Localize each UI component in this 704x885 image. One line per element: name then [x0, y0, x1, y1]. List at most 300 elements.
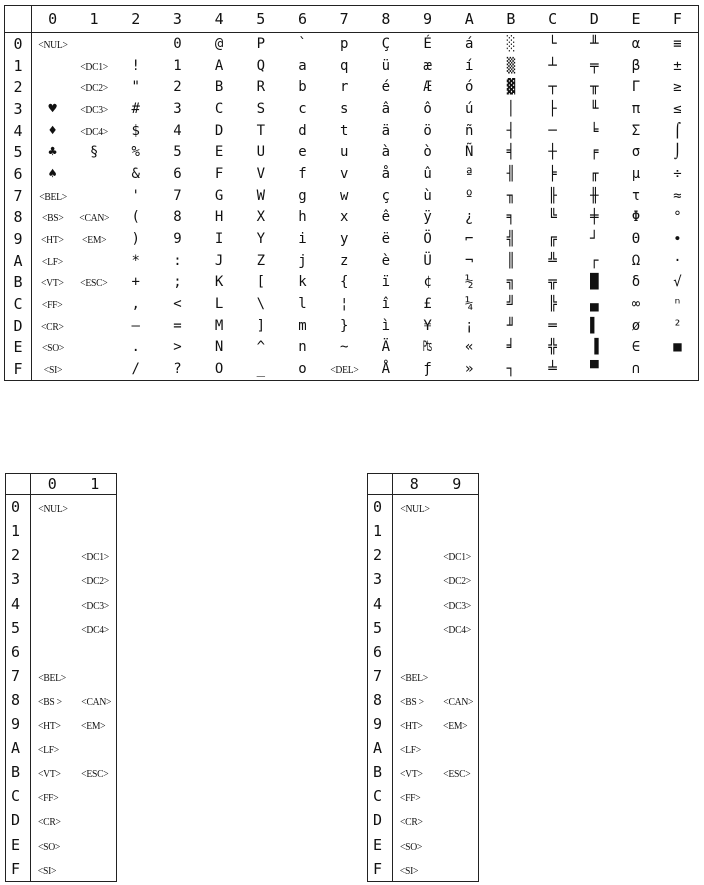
code-cell — [198, 141, 240, 163]
character-glyph: <DC1> — [80, 61, 108, 73]
character-glyph: ` — [298, 35, 307, 52]
code-cell — [115, 76, 157, 98]
character-glyph: J — [214, 252, 224, 269]
table-row — [6, 784, 117, 808]
character-glyph: z — [339, 252, 349, 269]
code-cell — [490, 228, 532, 250]
table-row — [5, 293, 699, 315]
character-glyph: Ç — [381, 35, 391, 52]
character-glyph: " — [131, 79, 140, 96]
table-body — [5, 33, 699, 381]
character-glyph: ┘ — [590, 231, 599, 248]
character-glyph: h — [298, 209, 307, 226]
character-glyph: · — [673, 252, 682, 269]
character-glyph: ╧ — [548, 361, 557, 378]
character-glyph: û — [423, 165, 432, 182]
code-cell — [31, 567, 74, 591]
code-cell — [490, 250, 532, 272]
character-glyph: 7 — [173, 187, 182, 204]
character-glyph: , — [131, 296, 140, 313]
character-glyph: í — [465, 57, 474, 74]
table-row — [5, 33, 699, 55]
table-row — [6, 808, 117, 832]
code-cell — [532, 120, 574, 142]
character-glyph: — — [131, 317, 140, 334]
code-cell — [32, 120, 74, 142]
row-header: B — [6, 760, 31, 784]
code-cell — [198, 163, 240, 185]
code-cell — [532, 358, 574, 380]
code-cell — [393, 519, 436, 543]
table-row — [368, 712, 479, 736]
character-glyph: <BS> — [41, 213, 64, 225]
code-cell — [436, 616, 479, 640]
character-glyph: 0 — [173, 35, 182, 52]
code-cell — [240, 141, 282, 163]
character-glyph: Ä — [381, 339, 391, 356]
character-glyph: U — [256, 144, 265, 161]
code-cell — [31, 519, 74, 543]
code-cell — [436, 640, 479, 664]
code-cell — [490, 141, 532, 163]
code-cell — [157, 293, 199, 315]
code-cell — [532, 272, 574, 294]
character-glyph: Æ — [423, 79, 432, 96]
code-cell — [240, 315, 282, 337]
row-header: 1 — [5, 55, 32, 77]
code-cell — [240, 185, 282, 207]
row-header: E — [5, 337, 32, 359]
character-glyph: c — [298, 100, 307, 117]
code-cell — [657, 33, 699, 55]
character-glyph: = — [173, 317, 182, 334]
code-cell — [74, 664, 117, 688]
character-glyph: p — [339, 35, 349, 52]
row-header: C — [368, 784, 393, 808]
character-glyph: ▀ — [590, 361, 599, 378]
code-cell — [32, 207, 74, 229]
column-header: 5 — [240, 6, 282, 33]
character-glyph: I — [214, 231, 224, 248]
row-header: 0 — [5, 33, 32, 55]
character-glyph: Φ — [631, 209, 641, 226]
character-glyph: ⁿ — [673, 296, 682, 313]
column-header: 0 — [32, 6, 74, 33]
code-cell — [393, 712, 436, 736]
row-header: 3 — [5, 98, 32, 120]
character-glyph: <DC1> — [80, 552, 109, 564]
character-glyph: ∙ — [673, 231, 682, 248]
code-cell — [198, 76, 240, 98]
character-glyph: ┌ — [590, 252, 599, 269]
code-cell — [198, 33, 240, 55]
code-cell — [157, 228, 199, 250]
character-glyph: u — [339, 144, 349, 161]
character-glyph: a — [298, 57, 307, 74]
table-row — [368, 688, 479, 712]
code-cell — [323, 98, 365, 120]
character-glyph: / — [131, 361, 140, 378]
table-row — [368, 808, 479, 832]
character-glyph: Ñ — [465, 144, 474, 161]
code-cell — [240, 120, 282, 142]
character-glyph: f — [298, 165, 307, 182]
character-glyph: <SO> — [37, 841, 61, 853]
character-glyph: à — [381, 144, 391, 161]
character-glyph: π — [631, 100, 641, 117]
code-cell — [573, 55, 615, 77]
character-glyph: <FF> — [37, 793, 59, 805]
code-cell — [198, 315, 240, 337]
character-glyph: t — [339, 122, 349, 139]
character-glyph: ┼ — [548, 144, 557, 161]
code-cell — [365, 185, 407, 207]
code-cell — [365, 76, 407, 98]
character-glyph: ▓ — [506, 79, 516, 96]
code-cell — [32, 33, 74, 55]
code-cell — [407, 185, 449, 207]
character-glyph: 4 — [173, 122, 182, 139]
character-glyph: <VT> — [399, 769, 423, 781]
character-glyph: ú — [465, 100, 474, 117]
code-cell — [448, 337, 490, 359]
row-header: B — [368, 760, 393, 784]
code-cell — [282, 207, 324, 229]
character-glyph: ' — [131, 187, 140, 204]
code-cell — [115, 120, 157, 142]
code-cell — [73, 337, 115, 359]
character-glyph: ° — [673, 209, 682, 226]
code-cell — [532, 207, 574, 229]
character-glyph: ┴ — [548, 57, 557, 74]
code-cell — [198, 55, 240, 77]
code-cell — [573, 228, 615, 250]
character-glyph: <VT> — [41, 278, 64, 290]
code-cell — [532, 228, 574, 250]
code-cell — [31, 808, 74, 832]
character-glyph: Γ — [631, 79, 641, 96]
character-glyph: <DC4> — [80, 126, 108, 138]
table-row — [5, 228, 699, 250]
code-cell — [157, 358, 199, 380]
code-cell — [532, 185, 574, 207]
table-row — [5, 55, 699, 77]
character-glyph: [ — [256, 274, 265, 291]
code-cell — [657, 141, 699, 163]
character-glyph: ╝ — [506, 296, 516, 313]
character-glyph: <CR> — [37, 817, 61, 829]
code-cell — [532, 141, 574, 163]
code-cell — [73, 33, 115, 55]
column-header: 9 — [407, 6, 449, 33]
code-cell — [657, 76, 699, 98]
character-glyph: 2 — [173, 79, 182, 96]
character-glyph: : — [173, 252, 182, 269]
code-cell — [436, 688, 479, 712]
character-glyph: ╣ — [506, 231, 516, 248]
code-cell — [615, 250, 657, 272]
code-cell — [198, 98, 240, 120]
row-header: 9 — [5, 228, 32, 250]
code-cell — [365, 120, 407, 142]
code-cell — [490, 163, 532, 185]
character-glyph: <LF> — [42, 256, 64, 268]
character-glyph: ¦ — [339, 296, 349, 313]
code-cell — [282, 293, 324, 315]
table-row — [6, 857, 117, 882]
character-glyph: ≈ — [673, 187, 682, 204]
row-header: 3 — [6, 567, 31, 591]
code-cell — [657, 185, 699, 207]
table-row — [5, 120, 699, 142]
code-cell — [282, 250, 324, 272]
character-glyph: │ — [506, 100, 516, 117]
code-cell — [573, 207, 615, 229]
code-cell — [115, 228, 157, 250]
character-glyph: ▒ — [506, 57, 516, 74]
row-header: A — [5, 250, 32, 272]
character-glyph: á — [465, 35, 474, 52]
code-cell — [436, 591, 479, 615]
character-glyph: O — [214, 361, 224, 378]
character-glyph: ¡ — [465, 317, 474, 334]
table-row — [368, 543, 479, 567]
code-cell — [490, 337, 532, 359]
table-row — [368, 640, 479, 664]
character-glyph: ╚ — [548, 209, 557, 226]
column-header: 8 — [365, 6, 407, 33]
character-glyph: <DC3> — [442, 600, 471, 612]
character-glyph: C — [214, 100, 224, 117]
character-glyph: É — [423, 35, 432, 52]
code-cell — [532, 315, 574, 337]
character-glyph: ~ — [339, 339, 349, 356]
character-glyph: ╢ — [506, 165, 516, 182]
code-cell — [436, 736, 479, 760]
character-glyph: ] — [256, 317, 265, 334]
character-glyph: 9 — [173, 231, 182, 248]
character-glyph: ╬ — [548, 339, 557, 356]
character-glyph: { — [339, 274, 349, 291]
code-cell — [115, 55, 157, 77]
character-glyph: ² — [673, 317, 682, 334]
character-glyph: % — [131, 144, 140, 161]
row-header: 9 — [6, 712, 31, 736]
character-glyph: <LF> — [399, 745, 421, 757]
row-header: 2 — [5, 76, 32, 98]
character-glyph: ╛ — [506, 339, 516, 356]
character-glyph: ½ — [465, 274, 474, 291]
table-row — [5, 141, 699, 163]
corner-cell — [6, 474, 31, 495]
code-cell — [490, 358, 532, 380]
character-glyph: Ω — [631, 252, 641, 269]
table-row — [6, 640, 117, 664]
code-cell — [74, 857, 117, 882]
character-glyph: ╤ — [590, 57, 599, 74]
character-glyph: ≡ — [673, 35, 682, 52]
code-cell — [74, 760, 117, 784]
code-cell — [115, 293, 157, 315]
character-glyph: j — [298, 252, 307, 269]
character-glyph: ∞ — [631, 296, 641, 313]
character-glyph: ╟ — [548, 187, 557, 204]
character-glyph: ║ — [506, 252, 516, 269]
code-cell — [31, 712, 74, 736]
code-cell — [32, 293, 74, 315]
character-glyph: ╖ — [506, 187, 516, 204]
code-cell — [157, 33, 199, 55]
character-glyph: d — [298, 122, 307, 139]
character-glyph: <HT> — [399, 721, 423, 733]
character-glyph: 8 — [173, 209, 182, 226]
code-cell — [31, 543, 74, 567]
row-header: 2 — [6, 543, 31, 567]
character-glyph: α — [631, 35, 641, 52]
code-cell — [657, 98, 699, 120]
code-cell — [157, 207, 199, 229]
character-glyph: <FF> — [399, 793, 421, 805]
code-cell — [448, 272, 490, 294]
code-cell — [157, 315, 199, 337]
code-cell — [115, 272, 157, 294]
character-glyph: ö — [423, 122, 432, 139]
character-glyph: & — [131, 165, 140, 182]
row-header: 8 — [368, 688, 393, 712]
code-cell — [407, 293, 449, 315]
code-cell — [615, 98, 657, 120]
code-cell — [615, 272, 657, 294]
row-header: 6 — [6, 640, 31, 664]
row-header: 2 — [368, 543, 393, 567]
code-cell — [407, 207, 449, 229]
code-cell — [74, 808, 117, 832]
code-cell — [657, 120, 699, 142]
code-cell — [615, 207, 657, 229]
code-cell — [73, 141, 115, 163]
character-glyph: <CAN> — [79, 213, 109, 225]
character-glyph: <BEL> — [38, 672, 66, 684]
character-glyph: ╨ — [590, 35, 599, 52]
code-cell — [31, 784, 74, 808]
code-cell — [407, 337, 449, 359]
character-glyph: m — [298, 317, 307, 334]
table-row — [5, 76, 699, 98]
code-cell — [448, 250, 490, 272]
code-cell — [74, 591, 117, 615]
character-glyph: ╜ — [506, 317, 516, 334]
code-cell — [240, 33, 282, 55]
character-glyph: ! — [131, 57, 140, 74]
character-glyph: ¢ — [423, 274, 432, 291]
code-cell — [407, 55, 449, 77]
character-glyph: <LF> — [37, 745, 59, 757]
row-header: 7 — [6, 664, 31, 688]
character-glyph: <BS > — [400, 696, 424, 708]
character-glyph: ├ — [548, 100, 557, 117]
character-glyph: ♠ — [48, 165, 57, 182]
table-row — [5, 207, 699, 229]
character-glyph: <CR> — [41, 321, 64, 333]
character-glyph: ∈ — [631, 339, 641, 356]
code-cell — [73, 358, 115, 380]
character-glyph: + — [131, 274, 140, 291]
column-header: 0 — [31, 474, 74, 495]
character-glyph: â — [381, 100, 391, 117]
character-glyph: w — [339, 187, 349, 204]
code-cell — [323, 337, 365, 359]
code-cell — [31, 760, 74, 784]
code-cell — [393, 760, 436, 784]
code-cell — [31, 664, 74, 688]
code-cell — [448, 293, 490, 315]
code-cell — [31, 688, 74, 712]
character-glyph: B — [214, 79, 224, 96]
code-cell — [240, 55, 282, 77]
code-cell — [157, 141, 199, 163]
code-cell — [657, 163, 699, 185]
row-header: D — [368, 808, 393, 832]
code-cell — [74, 784, 117, 808]
code-cell — [615, 337, 657, 359]
character-glyph: <CAN> — [80, 696, 111, 708]
table-row — [6, 543, 117, 567]
code-cell — [198, 120, 240, 142]
character-glyph: ╗ — [506, 274, 516, 291]
character-glyph: ▐ — [590, 339, 599, 356]
character-glyph: ╡ — [506, 144, 516, 161]
code-cell — [657, 315, 699, 337]
code-cell — [323, 228, 365, 250]
character-glyph: n — [298, 339, 307, 356]
code-cell — [365, 33, 407, 55]
character-glyph: G — [214, 187, 224, 204]
table-row — [5, 337, 699, 359]
row-header: 1 — [368, 519, 393, 543]
row-header: C — [6, 784, 31, 808]
code-cell — [282, 228, 324, 250]
table-row — [6, 664, 117, 688]
column-header: A — [448, 6, 490, 33]
character-glyph: ■ — [673, 339, 682, 356]
table-row — [6, 712, 117, 736]
character-glyph: <HT> — [37, 721, 61, 733]
character-glyph: ª — [465, 165, 474, 182]
character-glyph: 5 — [173, 144, 182, 161]
code-cell — [532, 55, 574, 77]
character-glyph: < — [173, 296, 182, 313]
code-cell — [532, 76, 574, 98]
code-cell — [365, 315, 407, 337]
code-cell — [657, 228, 699, 250]
character-glyph: . — [131, 339, 140, 356]
character-glyph: ƒ — [423, 361, 432, 378]
row-header: F — [5, 358, 32, 380]
code-cell — [240, 207, 282, 229]
character-glyph: M — [214, 317, 224, 334]
code-cell — [573, 33, 615, 55]
code-cell — [436, 712, 479, 736]
row-header: F — [6, 857, 31, 882]
code-cell — [615, 185, 657, 207]
table-row — [6, 591, 117, 615]
character-glyph: ═ — [548, 317, 557, 334]
character-glyph: <DEL> — [329, 365, 359, 377]
table-row — [368, 784, 479, 808]
code-cell — [448, 55, 490, 77]
character-glyph: Q — [256, 57, 265, 74]
code-cell — [74, 495, 117, 520]
